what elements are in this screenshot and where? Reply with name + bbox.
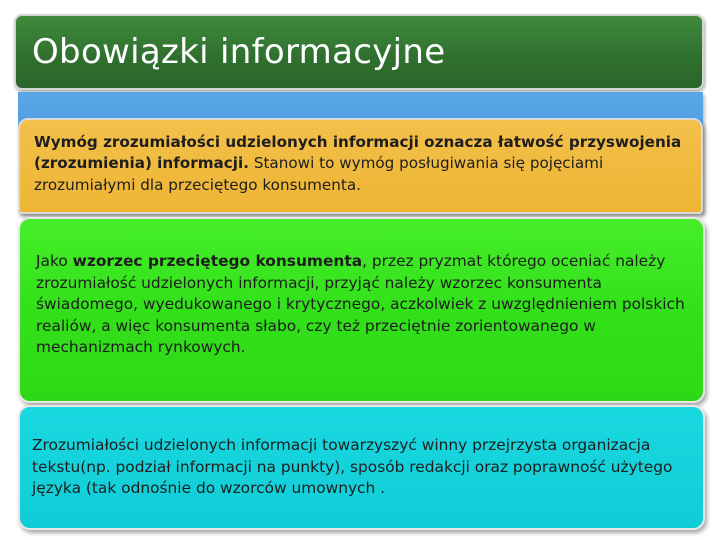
green-box-bold-text: wzorzec przeciętego konsumenta bbox=[72, 252, 363, 270]
green-info-box bbox=[18, 217, 705, 403]
green-box-text: , przez pryzmat którego oceniać należy zrozumiałość udzielonych informacji, przyjąć należy wzorzec konsumenta świadomego, wyedukowanego i krytycznego, aczkolwiek z uwzględnieniem polskich realiów, a więc konsumenta słabo, czy też przeciętnie zorientowanego w mechanizmach rynkowych. bbox=[36, 252, 685, 357]
orange-box-text: Stanowi to wymóg posługiwania się pojęciami zrozumiałymi dla przeciętego konsumenta. bbox=[34, 154, 604, 194]
orange-box-bold-text: Wymóg zrozumiałości udzielonych informacji oznacza łatwość przyswojenia (zrozumienia) informacji. bbox=[34, 133, 682, 173]
cyan-box-text: Zrozumiałości udzielonych informacji towarzyszyć winny przejrzysta organizacja tekstu(np. podział informacji na punkty), sposób redakcji oraz poprawność użytego języka (tak odnośnie do wzorców umownych . bbox=[32, 436, 673, 498]
cyan-info-box bbox=[18, 405, 705, 530]
page-title: Obowiązki informacyjne bbox=[32, 32, 446, 72]
title-bar bbox=[14, 14, 704, 90]
green-box-prefix: Jako bbox=[36, 252, 73, 270]
orange-info-box bbox=[18, 118, 703, 214]
